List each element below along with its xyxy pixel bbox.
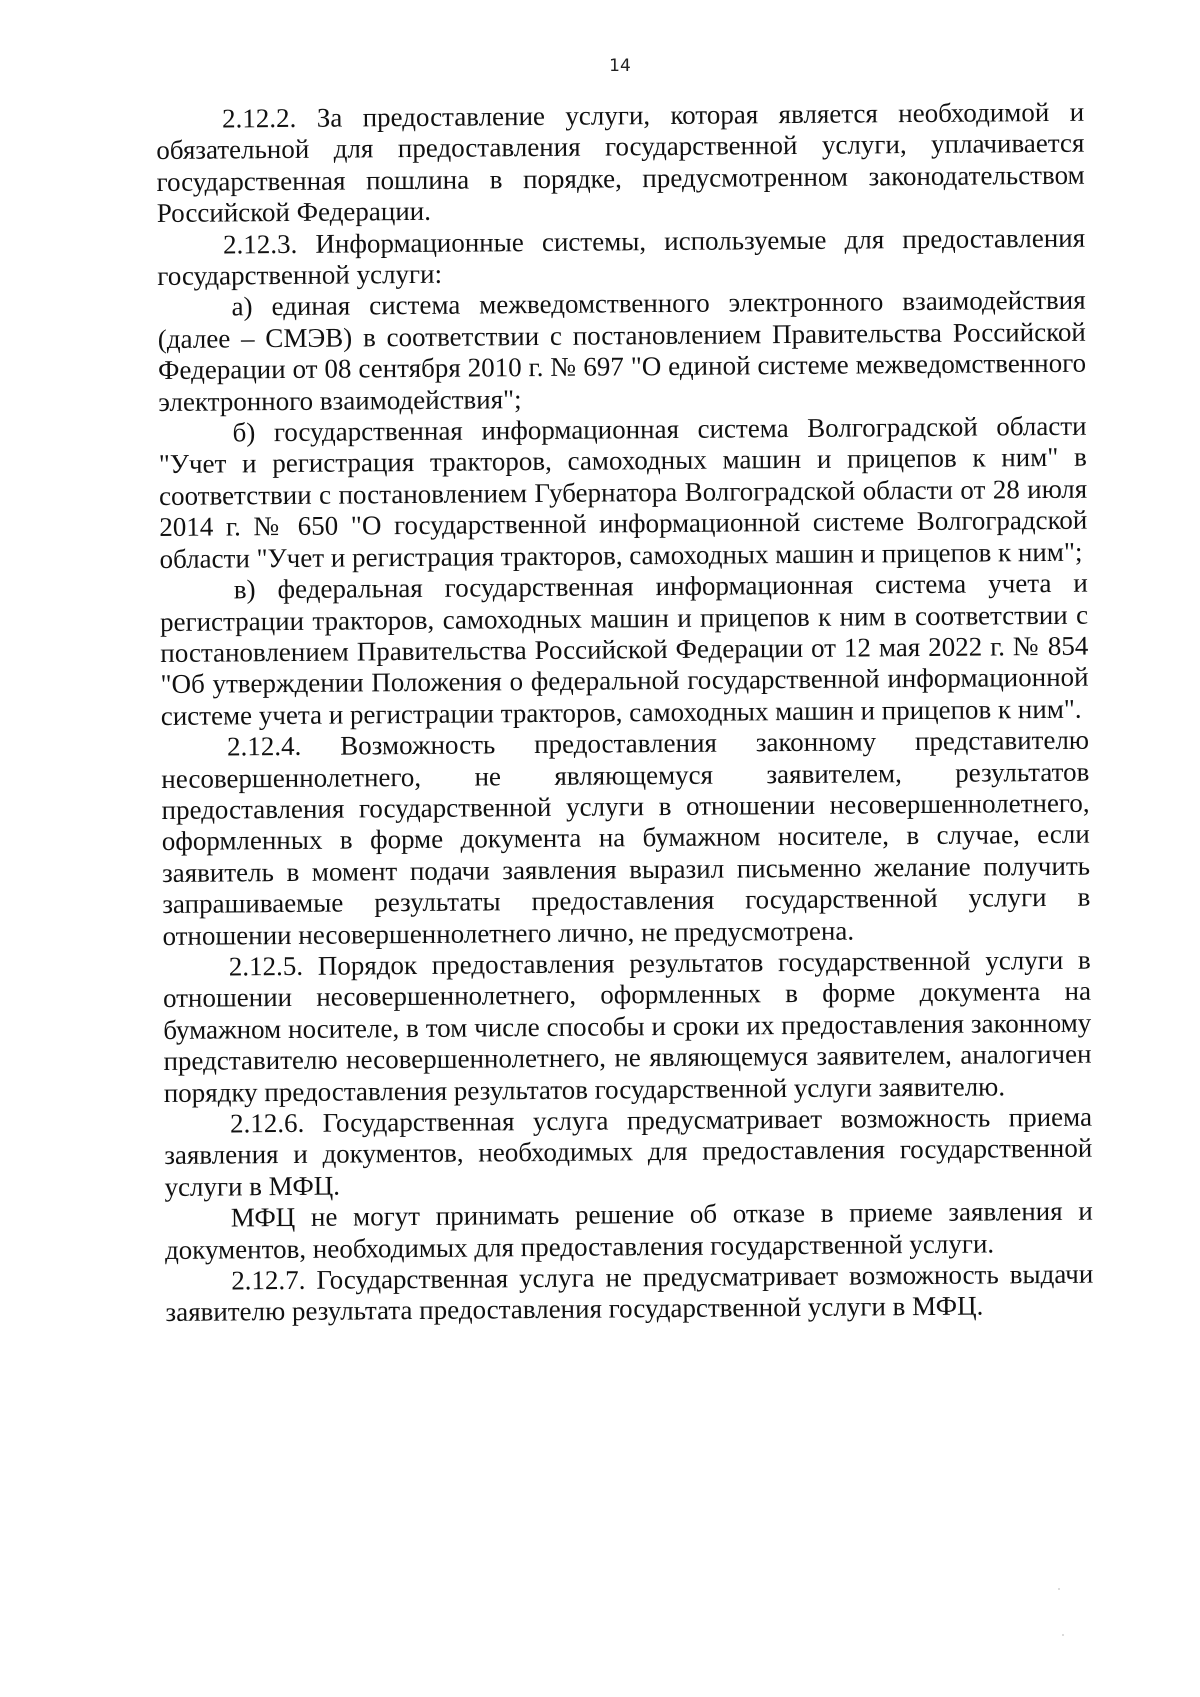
list-item-a: а) единая система межведомственного электронного взаимодействия (далее – СМЭВ) в соответствии с постановлением Правительства Российской Федерации от 08 сентября 2010 г. № 697 "О единой системе межведомственного электронного взаимодействия"; [157, 285, 1087, 417]
list-item-v: в) федеральная государственная информационная система учета и регистрации тракторов, самоходных машин и прицепов к ним в соответствии с постановлением Правительства Российской Федерации от 12 мая 2022 г. № 854 "Об утверждении Положения о федеральной государственной информационной системе учета и регистрации тракторов, самоходных машин и прицепов к ним". [159, 567, 1089, 731]
document-body [156, 97, 1094, 1329]
paragraph-mfc-refusal: МФЦ не могут принимать решение об отказе в приеме заявления и документов, необходимых для предоставления государственной услуги. [164, 1195, 1093, 1265]
paragraph-2-12-5: 2.12.5. Порядок предоставления результатов государственной услуги в отношении несовершеннолетнего, оформленных в форме документа на бумажном носителе, в том числе способы и сроки их предоставления законному представителю несовершеннолетнего, не являющемуся заявителем, аналогичен порядку предоставления результатов государственной услуги заявителю. [162, 944, 1092, 1108]
paragraph-2-12-2: 2.12.2. За предоставление услуги, которая является необходимой и обязательной для предоставления государственной услуги, уплачивается государственная пошлина в порядке, предусмотренном законодательством Российской Федерации. [156, 96, 1085, 229]
paragraph-2-12-3: 2.12.3. Информационные системы, используемые для предоставления государственной услуги: [157, 222, 1086, 292]
paragraph-2-12-7: 2.12.7. Государственная услуга не предусматривает возможность выдачи заявителю результата предоставления государственной услуги в МФЦ. [165, 1258, 1094, 1328]
paragraph-2-12-6: 2.12.6. Государственная услуга предусматривает возможность приема заявления и документов, необходимых для предоставления государственной услуги в МФЦ. [164, 1101, 1093, 1202]
scan-speck [1062, 1634, 1064, 1636]
list-item-b: б) государственная информационная система Волгоградской области "Учет и регистрация тракторов, самоходных машин и прицепов к ним" в соответствии с постановлением Губернатора Волгоградской области от 28 июля 2014 г. № 650 "О государственной информационной системе Волгоградской области "Учет и регистрация тракторов, самоходных машин и прицепов к ним"; [158, 410, 1088, 574]
paragraph-2-12-4: 2.12.4. Возможность предоставления законному представителю несовершеннолетнего, не являющемуся заявителем, результатов предоставления государственной услуги в отношении несовершеннолетнего, оформленных в форме документа на бумажном носителе, в случае, если заявитель в момент подачи заявления выразил письменно желание получить запрашиваемые результаты предоставления государственной услуги в отношении несовершеннолетнего лично, не предусмотрена. [161, 724, 1091, 951]
page-number: 14 [609, 56, 631, 76]
scan-speck [1058, 1588, 1060, 1590]
